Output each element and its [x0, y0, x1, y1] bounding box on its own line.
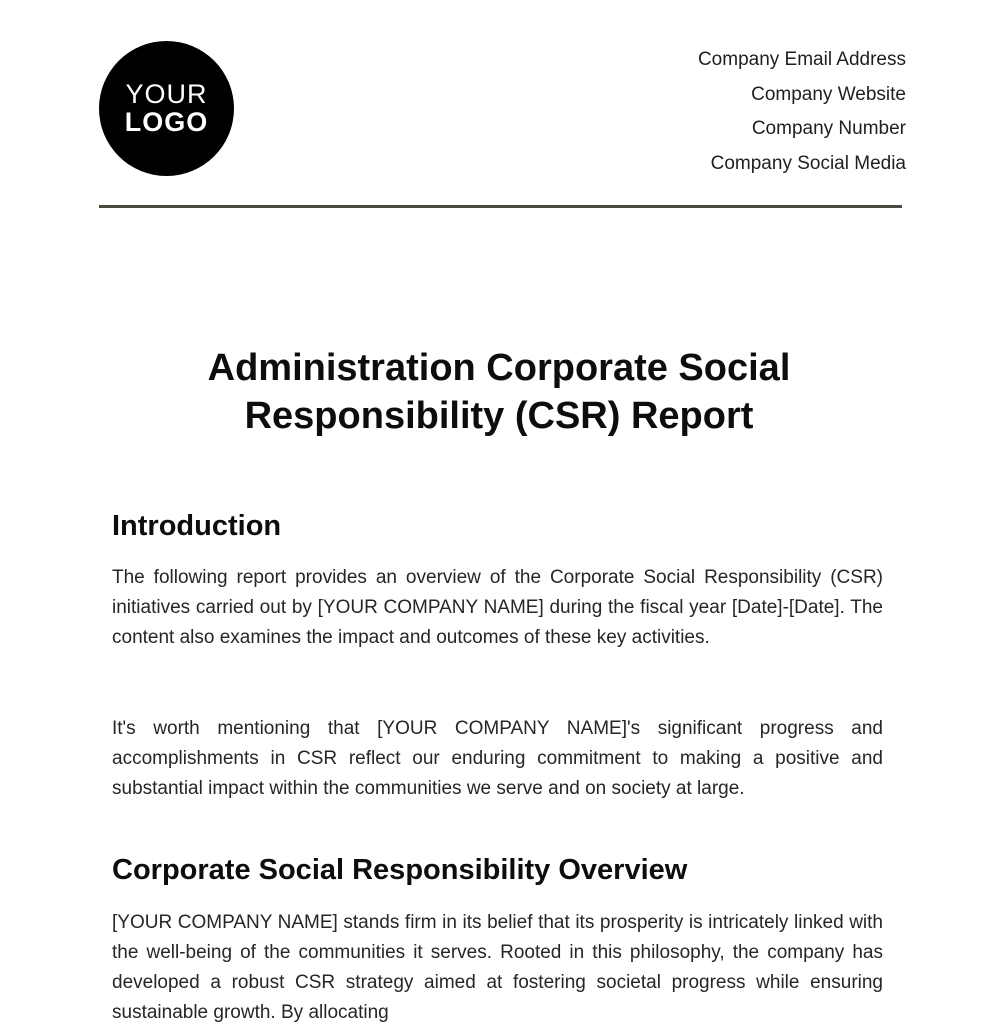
company-number: Company Number — [751, 118, 906, 140]
section-heading-introduction: Introduction — [112, 510, 282, 542]
csr-overview-paragraph-1: [YOUR COMPANY NAME] stands firm in its belief that its prosperity is intricately linked with the well-being of the communities it serves. Rooted in this philosophy, the company has developed a robust CSR strategy aimed at fostering societal progress while ensuring sustainable growth. By allocating — [112, 912, 883, 1023]
section-heading-csr-overview: Corporate Social Responsibility Overview — [112, 854, 688, 886]
company-logo — [99, 41, 234, 176]
logo-text-line2: LOGO — [124, 107, 209, 137]
introduction-paragraph-1: The following report provides an overview of the Corporate Social Responsibility (CSR) initiatives carried out by [YOUR COMPANY NAME] during the fiscal year [Date]-[Date]. The content also examines the impact and outcomes of these key activities. — [112, 567, 883, 648]
introduction-paragraph-2: It's worth mentioning that [YOUR COMPANY NAME]'s significant progress and accomplishments in CSR reflect our enduring commitment to making a positive and substantial impact within the communities we serve and on society at large. — [112, 718, 883, 799]
company-email: Company Email Address — [697, 49, 906, 70]
company-social-media: Company Social Media — [710, 153, 906, 175]
company-website: Company Website — [751, 83, 906, 105]
document-title: Administration Corporate Social Responsibility (CSR) Report — [207, 347, 791, 437]
company-contact-block — [698, 43, 906, 182]
header-divider — [99, 205, 902, 208]
logo-text-line1: YOUR — [125, 79, 208, 109]
